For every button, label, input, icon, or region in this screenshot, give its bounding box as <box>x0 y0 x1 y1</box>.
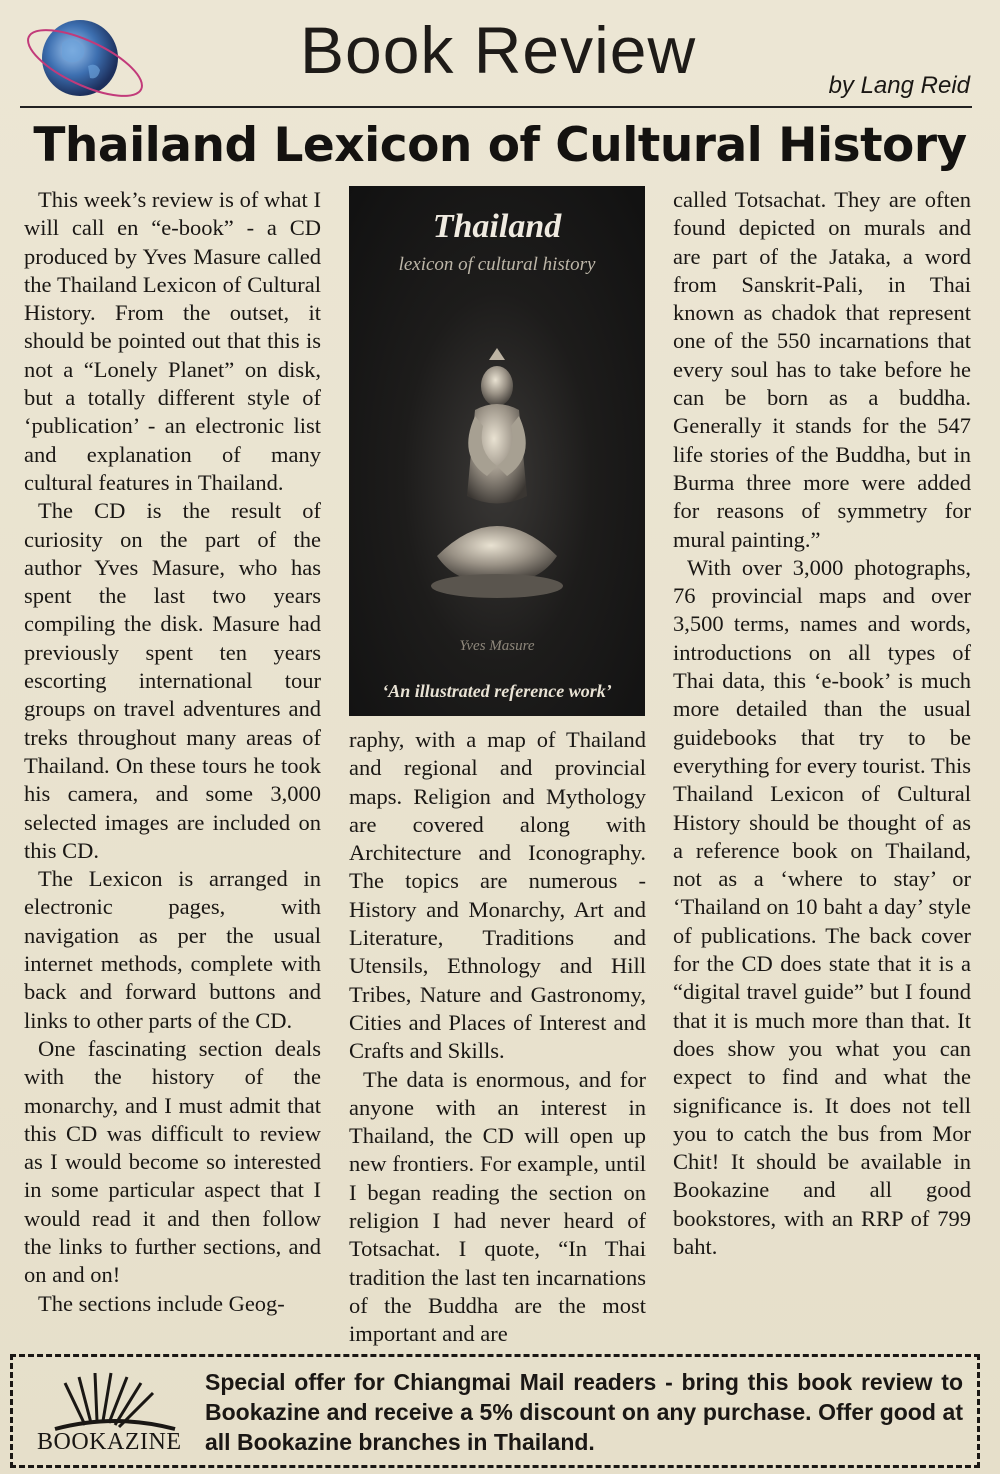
book-cover-image <box>349 186 645 716</box>
paragraph: One fascinating section deals with the history of the monarchy, and I must admit that this CD was difficult to review as I would become so interested in some particular aspect that I would read it and then follow the links to further sections, and on and on! <box>24 1035 321 1288</box>
cover-subtitle: lexicon of cultural history <box>398 254 596 275</box>
offer-text: Special offer for Chiangmai Mail readers - bring this book review to Bookazine and receive a 5% discount on any purchase. Offer good at all Bookazine branches in Thailand. <box>205 1369 963 1455</box>
paragraph: called Totsachat. They are often found depicted on murals and are part of the Jataka, a word from Sanskrit-Pali, in Thai known as chadok that represent one of the 550 incarnations that every soul has to take before he can be born as a buddha. Generally it stands for the 547 life stories of the Buddha, but in Burma three more were added for reasons of symmetry for mural painting.” <box>673 187 971 552</box>
article-column-3 <box>673 186 971 1261</box>
special-offer-box <box>10 1354 980 1468</box>
paragraph: With over 3,000 photographs, 76 provincial maps and over 3,500 terms, names and words, introductions on all types of Thai data, this ‘e-book’ is much more detailed than the usual guidebooks that try to be everything for every tourist. This Thailand Lexicon of Cultural History should be thought of as a reference book on Thailand, not as a ‘where to stay’ or ‘Thailand on 10 baht a day’ style of publications. The back cover for the CD does state that it is a “digital travel guide” but I found that it is much more than that. It does show you what you can expect to find and what the significance is. It does not tell you to catch the bus from Mor Chit! It should be available in Bookazine and all good bookstores, with an RRP of 799 baht. <box>673 554 971 1259</box>
paragraph: This week’s review is of what I will call en “e-book” - a CD produced by Yves Masure called the Thailand Lexicon of Cultural History. From the outset, it should be pointed out that this is not a “Lonely Planet” on disk, but a totally different style of ‘publication’ - an electronic list and explanation of many cultural features in Thailand. <box>24 187 321 495</box>
paragraph: The CD is the result of curiosity on the part of the author Yves Masure, who has spent the last two years compiling the disk. Masure had previously spent ten years escorting international tour groups on travel adventures and treks throughout many areas of Thailand. On these tours he took his camera, and some 3,000 selected images are included on this CD. <box>24 498 321 863</box>
article-column-2 <box>349 726 646 1349</box>
article-headline: Thailand Lexicon of Cultural History <box>33 118 967 173</box>
section-title: Book Review <box>300 13 697 87</box>
cover-title: Thailand <box>432 208 562 245</box>
paragraph: The sections include Geog- <box>38 1290 285 1316</box>
seated-buddha-figure-icon <box>417 346 577 646</box>
cover-tagline: ‘An illustrated reference work’ <box>382 681 612 701</box>
paragraph: raphy, with a map of Thailand and regional and provincial maps. Religion and Mythology are covered along with Architecture and Iconography. The topics are numerous - History and Monarchy, Art and Literature, Traditions and Utensils, Ethnology and Hill Tribes, Nature and Gastronomy, Cities and Places of Interest and Crafts and Skills. <box>349 727 646 1064</box>
paragraph: The data is enormous, and for anyone with an interest in Thailand, the CD will open up new frontiers. For example, until I began reading the section on religion I had never heard of Totsachat. I quote, “In Thai tradition the last ten incarnations of the Buddha are the most important and are <box>349 1066 646 1347</box>
bookazine-brand: BOOKAZINE <box>37 1429 182 1455</box>
article-column-1 <box>24 186 321 1318</box>
paragraph: The Lexicon is arranged in electronic pages, with navigation as per the usual internet methods, complete with back and forward buttons and links to other parts of the CD. <box>24 866 321 1033</box>
byline: by Lang Reid <box>828 72 970 99</box>
header-divider <box>20 106 972 108</box>
cover-author: Yves Masure <box>459 638 535 654</box>
globe-logo-icon <box>10 8 160 108</box>
